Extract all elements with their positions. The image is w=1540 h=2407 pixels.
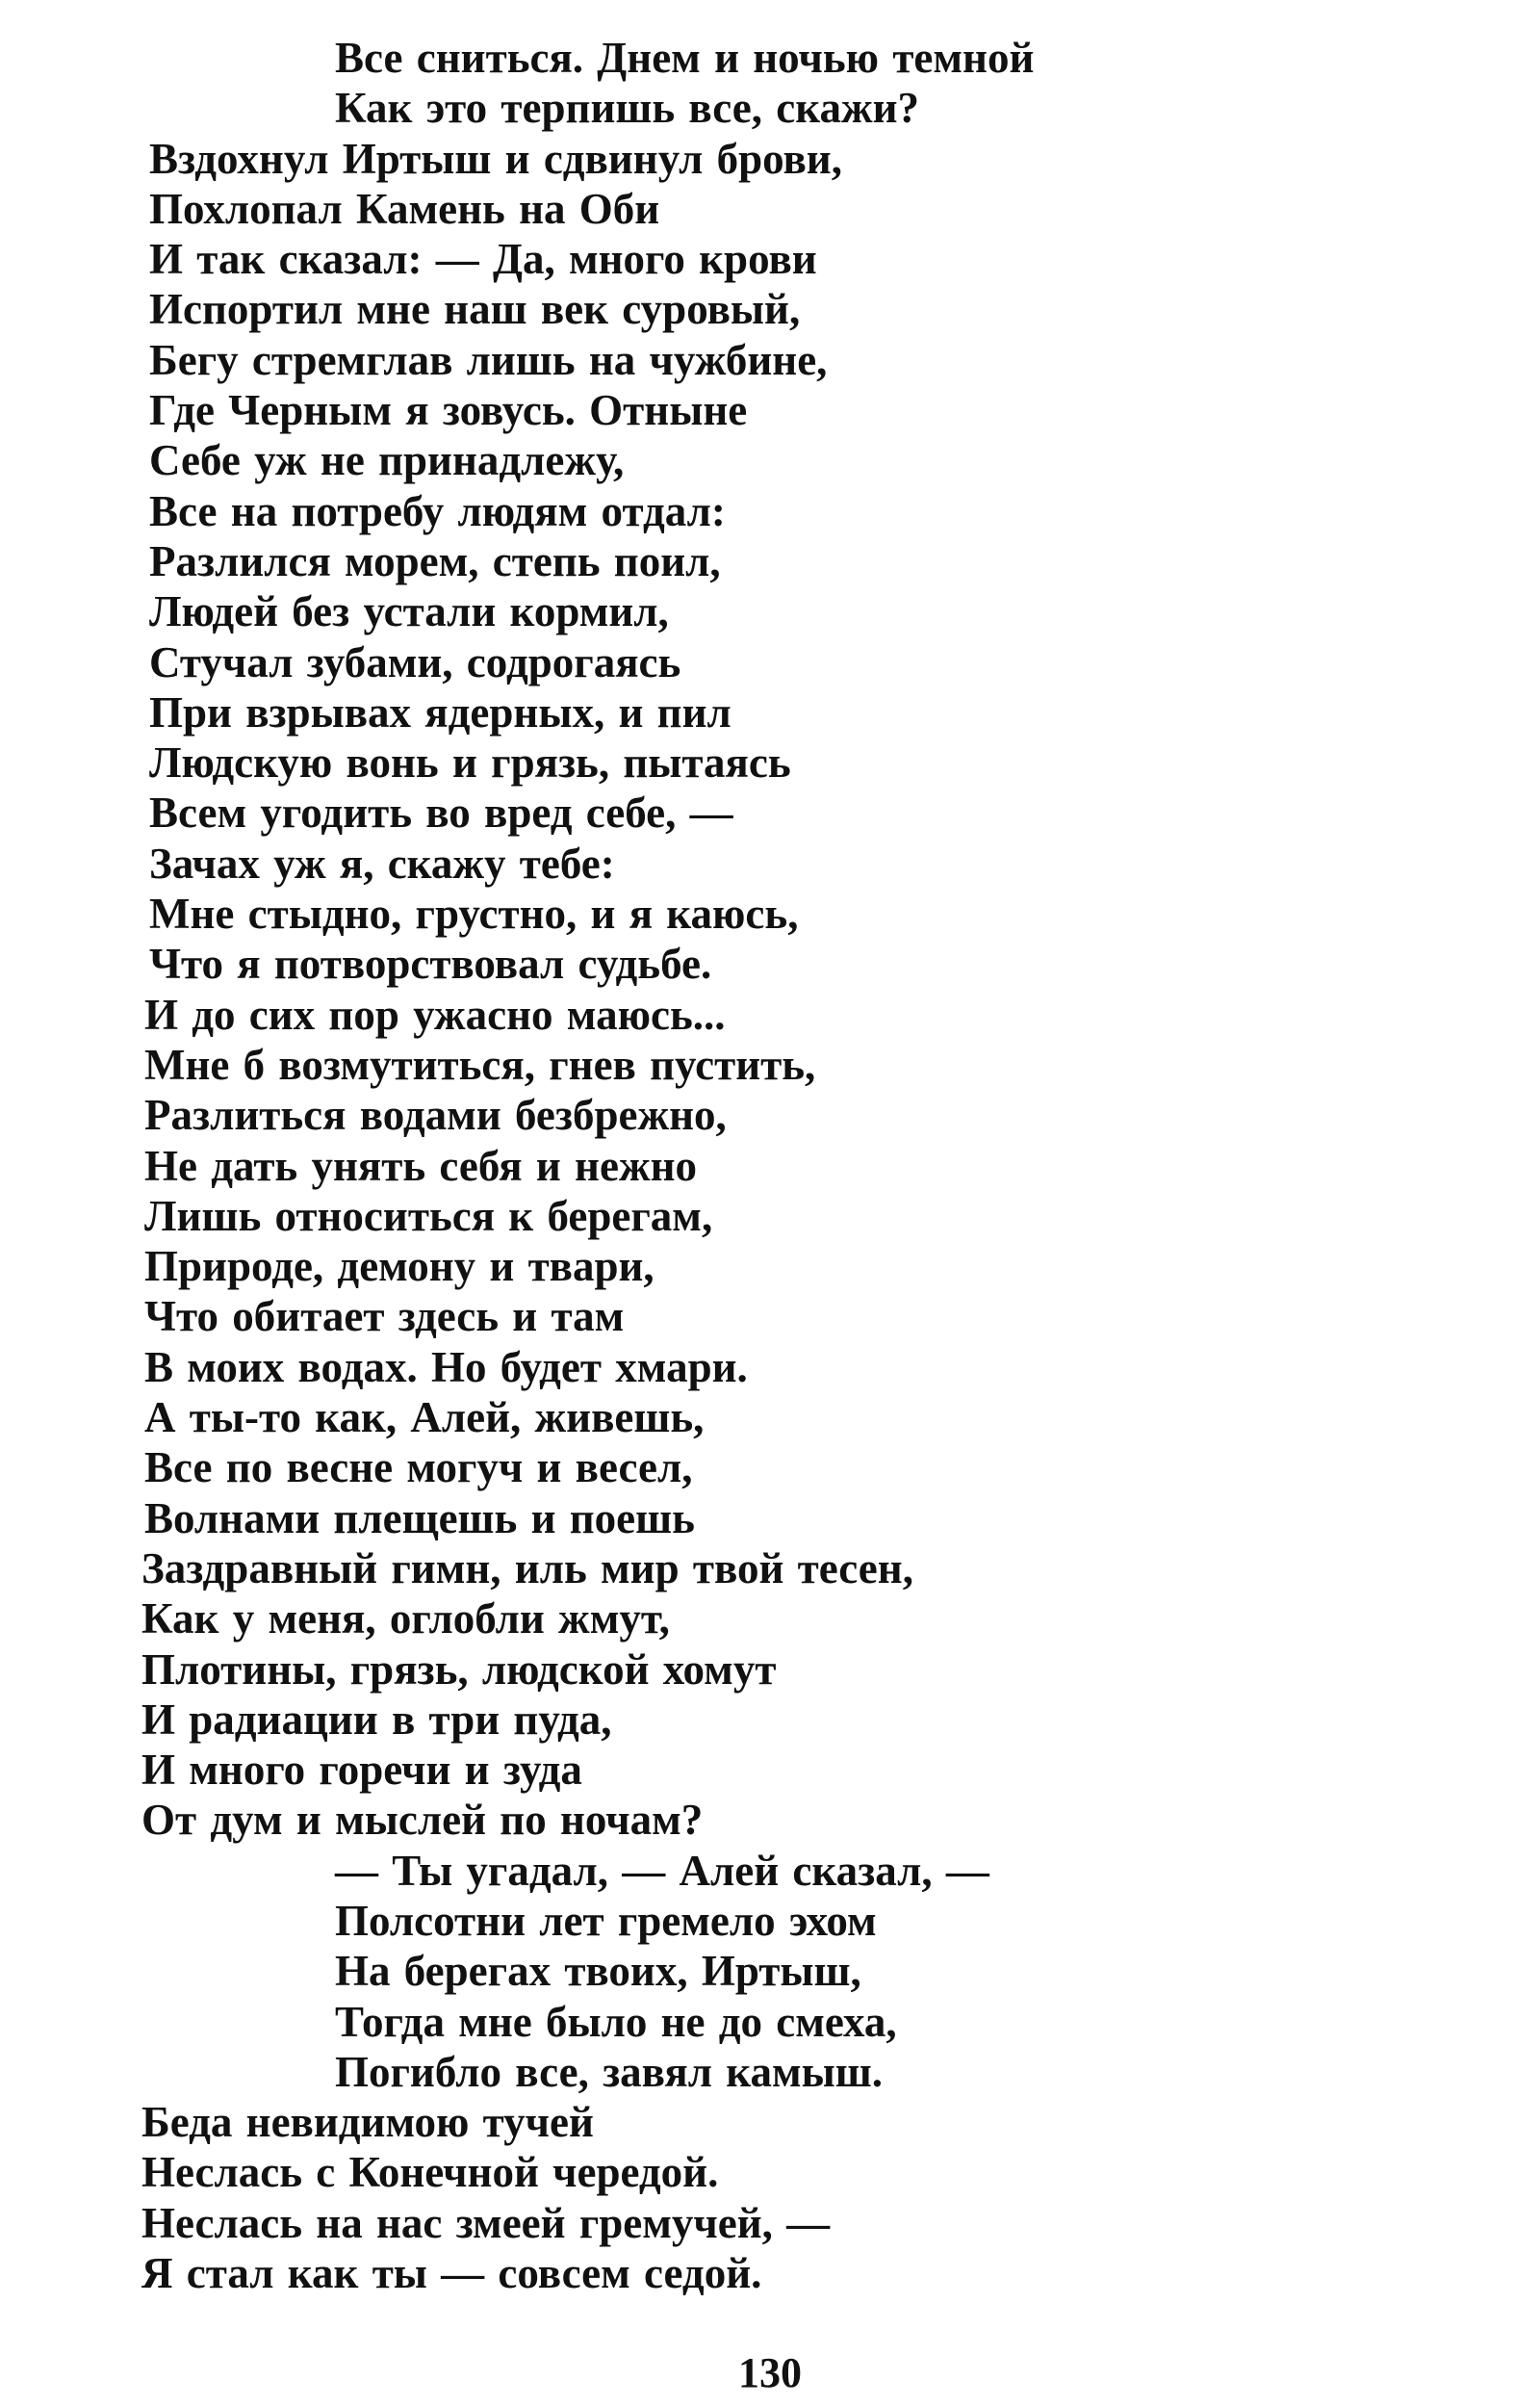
poem-line: Волнами плещешь и поешь [144, 1493, 695, 1542]
poem-line: Лишь относиться к берегам, [144, 1191, 713, 1240]
poem-line: Людскую вонь и грязь, пытаясь [149, 738, 791, 788]
poem-line: Бегу стремглав лишь на чужбине, [149, 335, 828, 384]
poem-line: Разлился морем, степь поил, [149, 536, 721, 585]
poem-line: Вздохнул Иртыш и сдвинул брови, [149, 134, 842, 183]
poem-line: — Ты угадал, — Алей сказал, — [335, 1846, 989, 1895]
poem-line: И радиации в три пуда, [141, 1695, 612, 1744]
poem-line: Зачах уж я, скажу тебе: [149, 839, 615, 888]
poem-line: Себе уж не принадлежу, [149, 436, 625, 485]
poem-line: Где Черным я зовусь. Отныне [149, 386, 748, 435]
poem-line: Все на потребу людям отдал: [149, 486, 726, 535]
poem-line: Людей без устали кормил, [149, 587, 669, 636]
poem-line: В моих водах. Но будет хмари. [144, 1342, 748, 1391]
poem-line: На берегах твоих, Иртыш, [335, 1947, 861, 1996]
poem-line: Разлиться водами безбрежно, [144, 1091, 727, 1140]
poem-line: Я стал как ты — совсем седой. [141, 2249, 762, 2298]
poem-line: Всем угодить во вред себе, — [149, 789, 733, 838]
page-number: 130 [738, 2349, 802, 2396]
poem-line: Неслась с Конечной чередой. [141, 2148, 719, 2197]
poem-line: От дум и мыслей по ночам? [141, 1796, 704, 1845]
poem-line: Природе, демону и твари, [144, 1242, 654, 1291]
poem-line: И много горечи и зуда [141, 1746, 582, 1795]
poem-line: И до сих пор ужасно маюсь... [144, 990, 726, 1039]
poem-line: Стучал зубами, содрогаясь [149, 637, 681, 686]
poem-line: Полсотни лет гремело эхом [335, 1896, 877, 1945]
poem-line: Что я потворствовал судьбе. [149, 940, 712, 989]
poem-line: Похлопал Камень на Оби [149, 184, 660, 233]
poem-line: Неслась на нас змеей гремучей, — [141, 2198, 831, 2247]
poem-line: Погибло все, завял камыш. [335, 2047, 883, 2096]
poem-line: Все по весне могуч и весел, [144, 1443, 693, 1492]
poem-line: Как у меня, оглобли жмут, [141, 1594, 670, 1643]
poem-line: Как это терпишь все, скажи? [335, 84, 920, 133]
poem-line: Что обитает здесь и там [144, 1292, 625, 1341]
poem-line: Заздравный гимн, иль мир твой тесен, [141, 1543, 913, 1592]
poem-line: Мне стыдно, грустно, и я каюсь, [149, 890, 799, 939]
poem-line: Тогда мне было не до смеха, [335, 1997, 897, 2046]
poem-line: И так сказал: — Да, много крови [149, 235, 817, 284]
poem-line: Мне б возмутиться, гнев пустить, [144, 1040, 816, 1089]
poem-text [0, 33, 1540, 2298]
poem-line: Все сниться. Днем и ночью темной [335, 34, 1035, 82]
poem-line: При взрывах ядерных, и пил [149, 687, 732, 737]
poem-line: Не дать унять себя и нежно [144, 1141, 698, 1190]
poem-line: Беда невидимою тучей [141, 2098, 594, 2147]
poem-line: А ты-то как, Алей, живешь, [144, 1393, 705, 1442]
poem-line: Испортил мне наш век суровый, [149, 285, 801, 334]
poem-line: Плотины, грязь, людской хомут [141, 1644, 777, 1694]
